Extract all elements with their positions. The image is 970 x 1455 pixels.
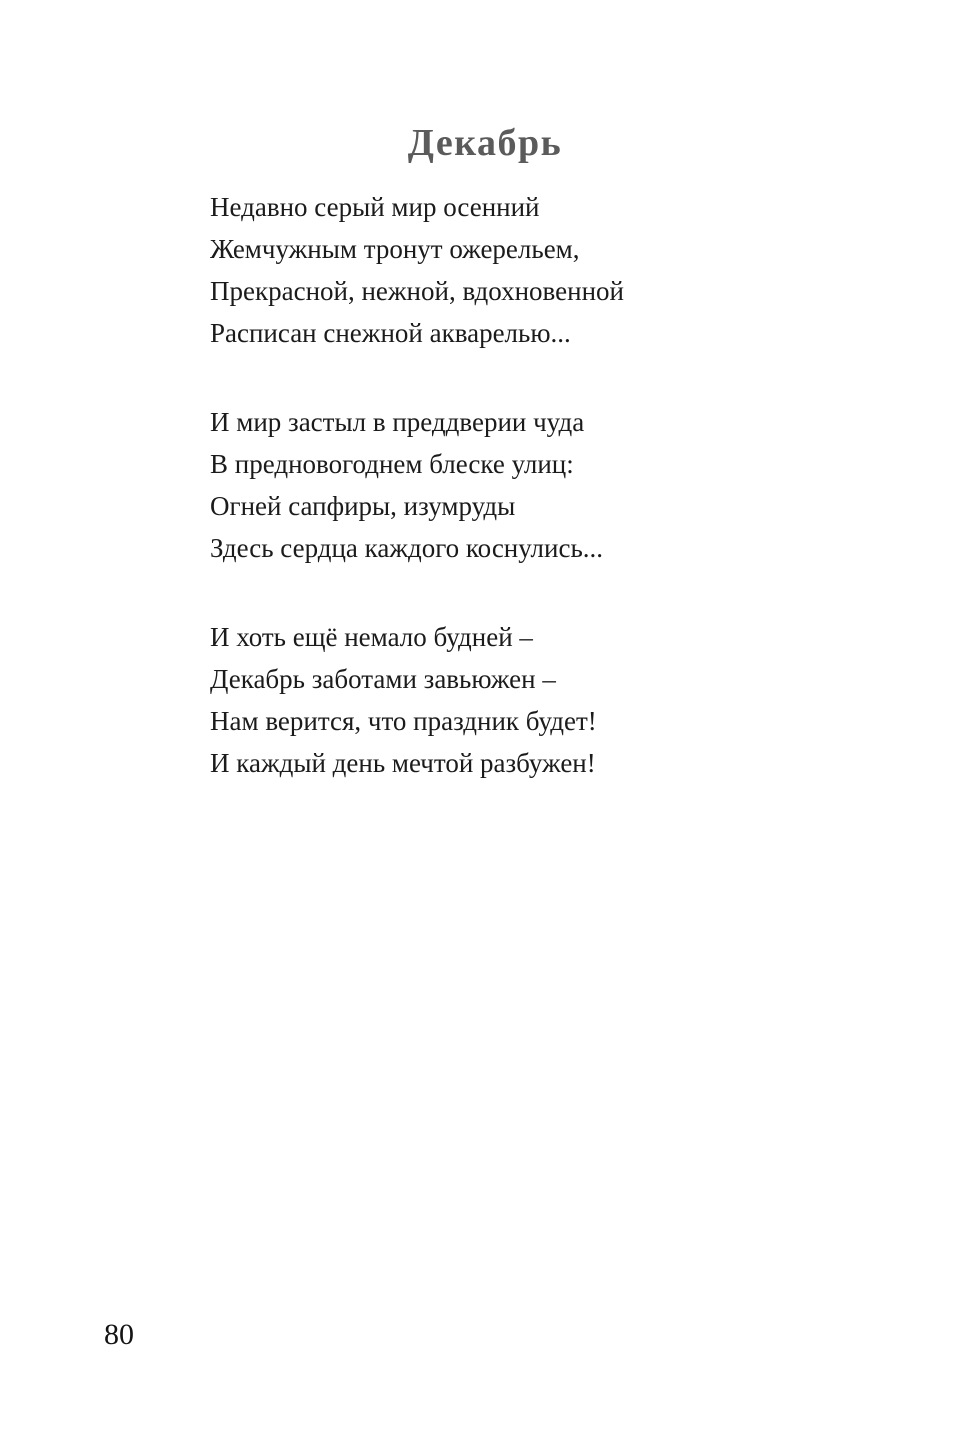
poem-body — [210, 186, 624, 831]
poem-line: Здесь сердца каждого коснулись... — [210, 533, 604, 563]
poem-line: В предновогоднем блеске улиц: — [210, 449, 574, 479]
poem-line: Жемчужным тронут ожерельем, — [210, 234, 580, 264]
poem-title: Декабрь — [407, 122, 563, 165]
stanza-2 — [210, 401, 624, 569]
poem-line: И мир застыл в преддверии чуда — [210, 407, 585, 437]
poem-line: Недавно серый мир осенний — [210, 192, 540, 222]
stanza-1 — [210, 186, 624, 354]
page-number: 80 — [104, 1318, 134, 1351]
poem-line: Прекрасной, нежной, вдохновенной — [210, 276, 624, 306]
poem-line: Декабрь заботами завьюжен – — [210, 664, 556, 694]
poem-line: Расписан снежной акварелью... — [210, 318, 571, 348]
poem-line: Огней сапфиры, изумруды — [210, 491, 516, 521]
poem-line: И каждый день мечтой разбужен! — [210, 748, 596, 778]
stanza-3 — [210, 616, 624, 784]
poem-line: Нам верится, что праздник будет! — [210, 706, 597, 736]
poem-line: И хоть ещё немало будней – — [210, 622, 533, 652]
